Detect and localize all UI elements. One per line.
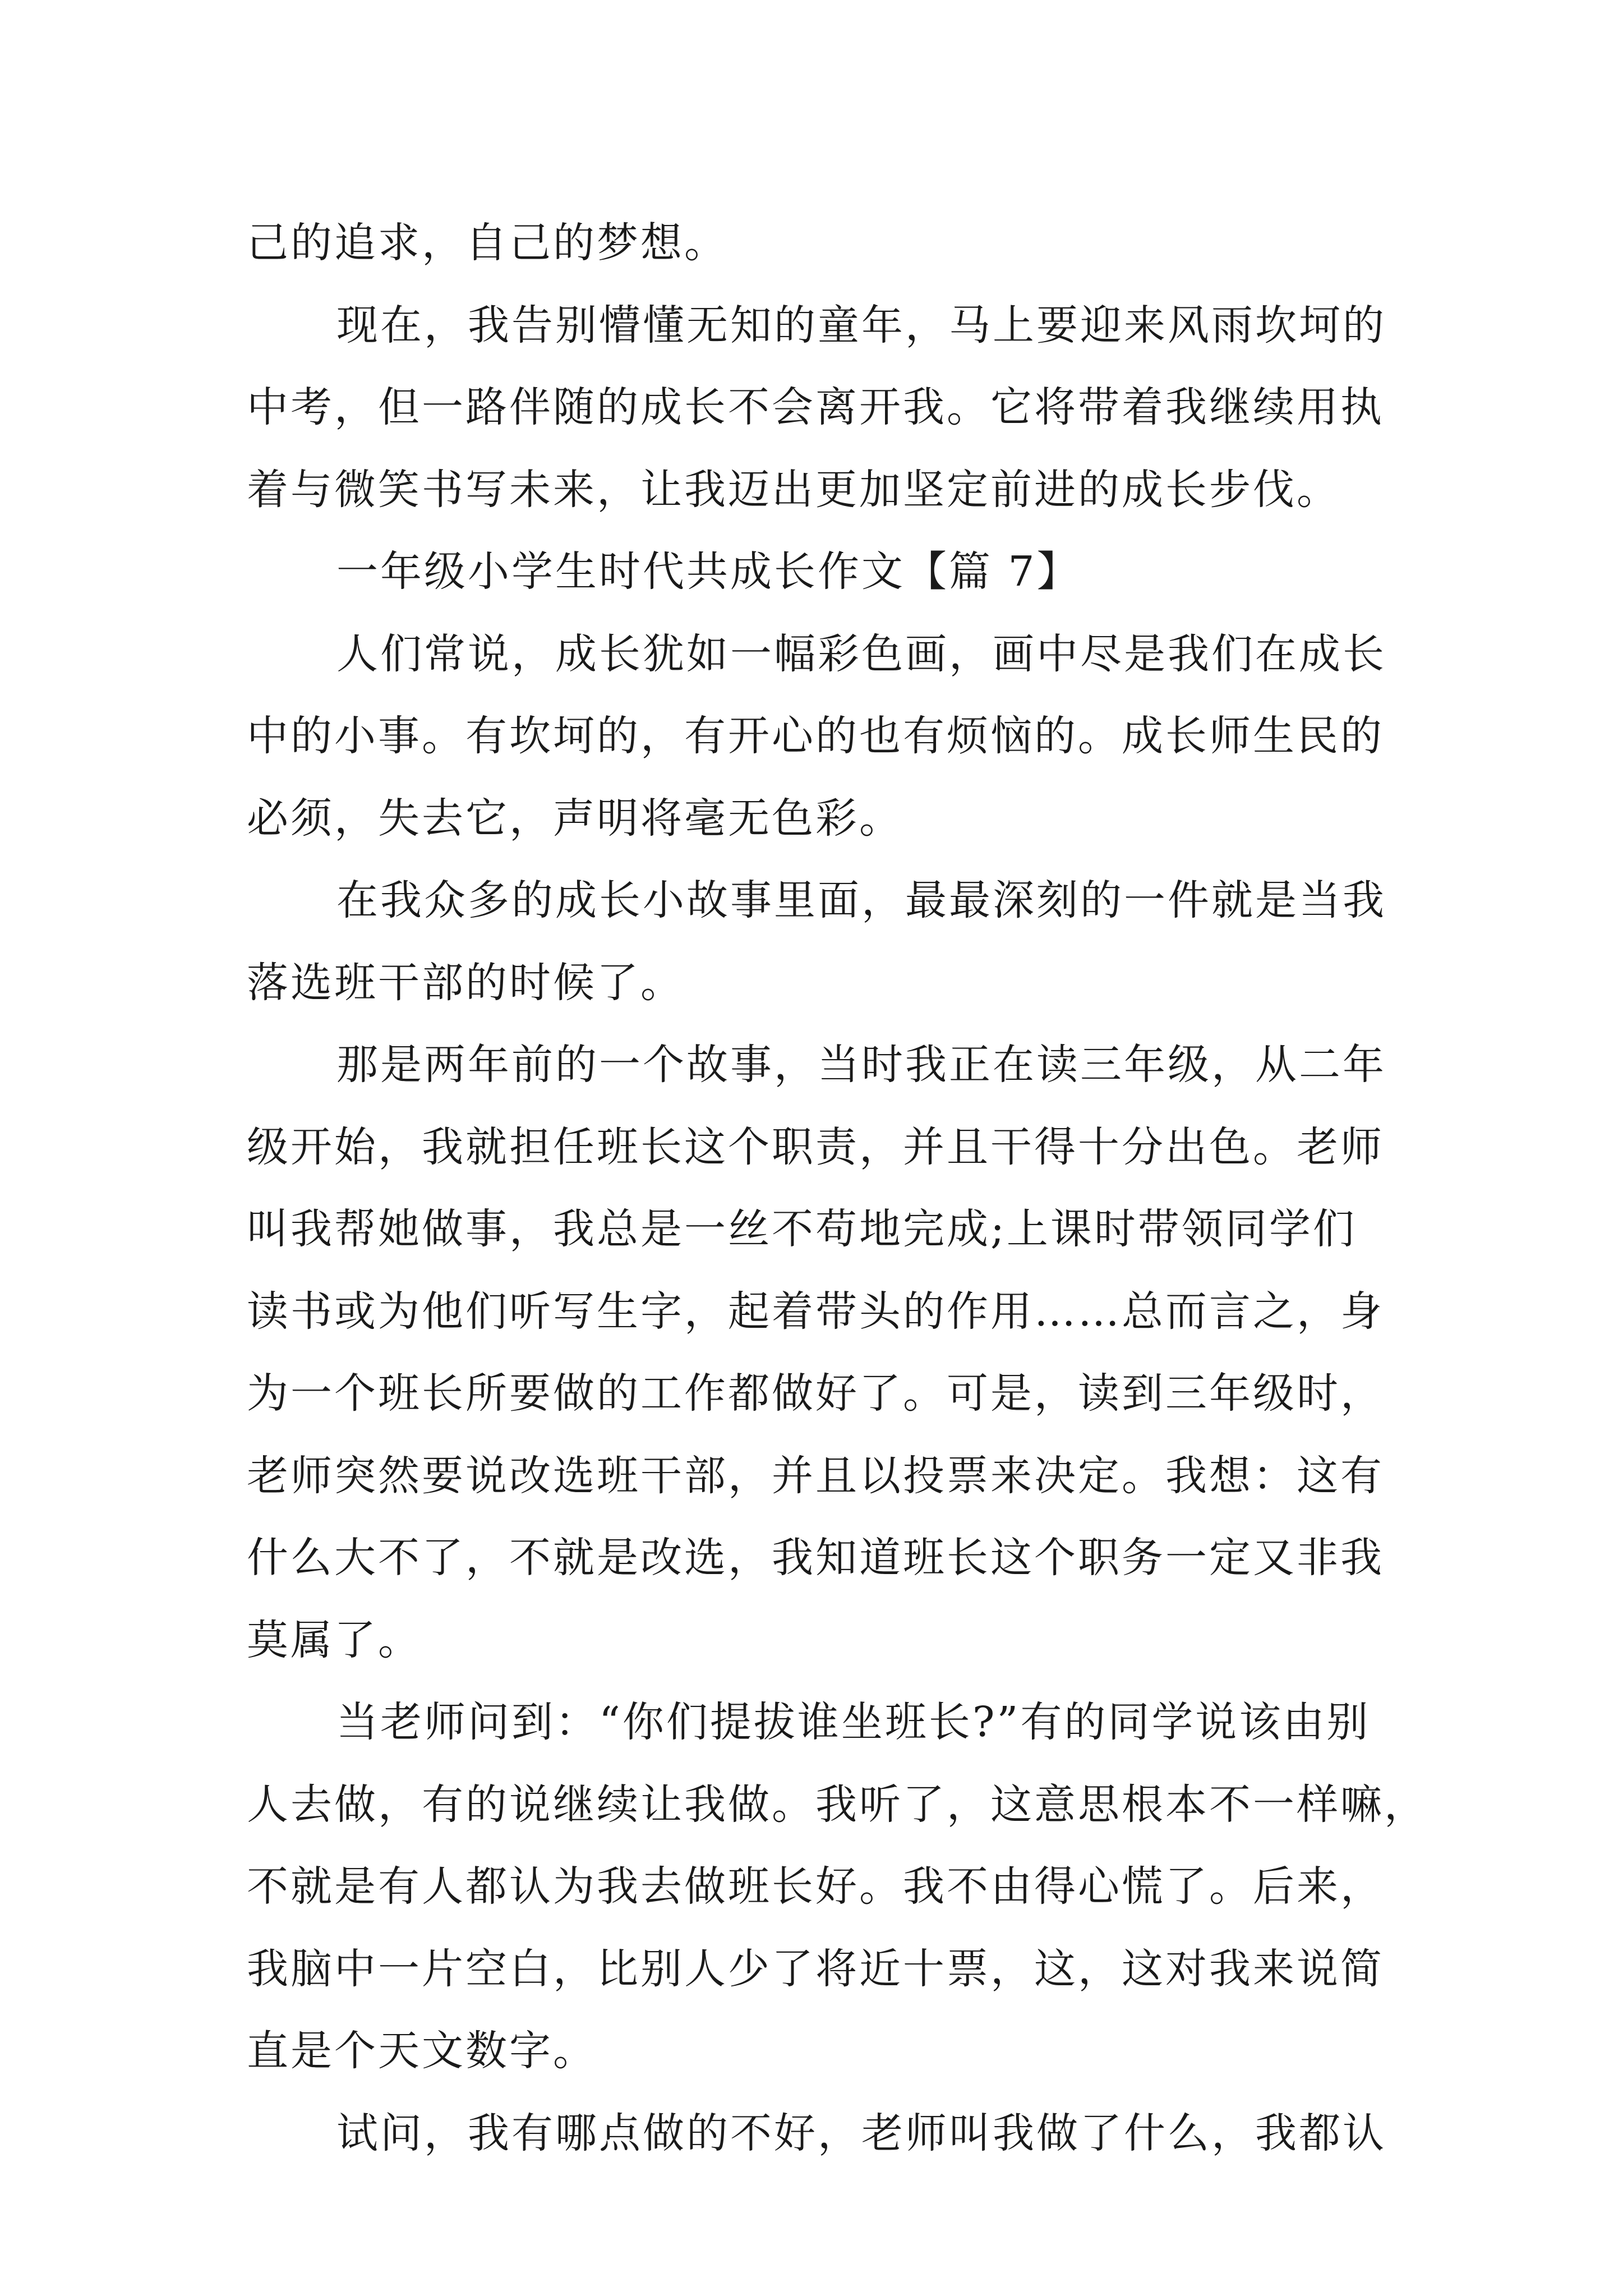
text-line: 人们常说，成长犹如一幅彩色画，画中尽是我们在成长 [336, 629, 1386, 678]
text-line: 我脑中一片空白，比别人少了将近十票，这，这对我来说简 [247, 1944, 1384, 1993]
text-line: 读书或为他们听写生字，起着带头的作用……总而言之，身 [247, 1287, 1384, 1336]
text-line: 为一个班长所要做的工作都做好了。可是，读到三年级时， [247, 1369, 1384, 1418]
text-line: 人去做，有的说继续让我做。我听了，这意思根本不一样嘛， [247, 1780, 1428, 1829]
text-line: 中考，但一路伴随的成长不会离开我。它将带着我继续用执 [247, 383, 1384, 431]
text-line: 不就是有人都认为我去做班长好。我不由得心慌了。后来， [247, 1862, 1384, 1911]
text-line: 落选班干部的时候了。 [247, 958, 684, 1007]
text-line: 莫属了。 [247, 1616, 422, 1664]
text-line: 什么大不了，不就是改选，我知道班长这个职务一定又非我 [247, 1534, 1384, 1582]
document-body [247, 202, 1428, 2174]
text-line: 老师突然要说改选班干部，并且以投票来决定。我想：这有 [247, 1451, 1384, 1500]
text-line: 着与微笑书写未来，让我迈出更加坚定前进的成长步伐。 [247, 465, 1340, 514]
text-line: 直是个天文数字。 [247, 2027, 597, 2075]
text-line: 现在，我告别懵懂无知的童年，马上要迎来风雨坎坷的 [336, 301, 1386, 349]
text-line: 在我众多的成长小故事里面，最最深刻的一件就是当我 [336, 876, 1386, 924]
text-line: 试问，我有哪点做的不好，老师叫我做了什么，我都认 [336, 2109, 1386, 2157]
text-line: 己的追求，自己的梦想。 [247, 219, 728, 267]
text-line: 那是两年前的一个故事，当时我正在读三年级，从二年 [336, 1041, 1386, 1089]
text-line: 中的小事。有坎坷的，有开心的也有烦恼的。成长师生民的 [247, 712, 1384, 760]
text-line: 叫我帮她做事，我总是一丝不苟地完成;上课时带领同学们 [247, 1205, 1357, 1253]
text-line: 必须，失去它，声明将毫无色彩。 [247, 794, 903, 843]
section-heading: 一年级小学生时代共成长作文【篇 7】 [336, 547, 1081, 596]
text-line: 级开始，我就担任班长这个职责，并且干得十分出色。老师 [247, 1122, 1384, 1171]
text-line: 当老师问到：“你们提拔谁坐班长?”有的同学说该由别 [336, 1698, 1371, 1746]
